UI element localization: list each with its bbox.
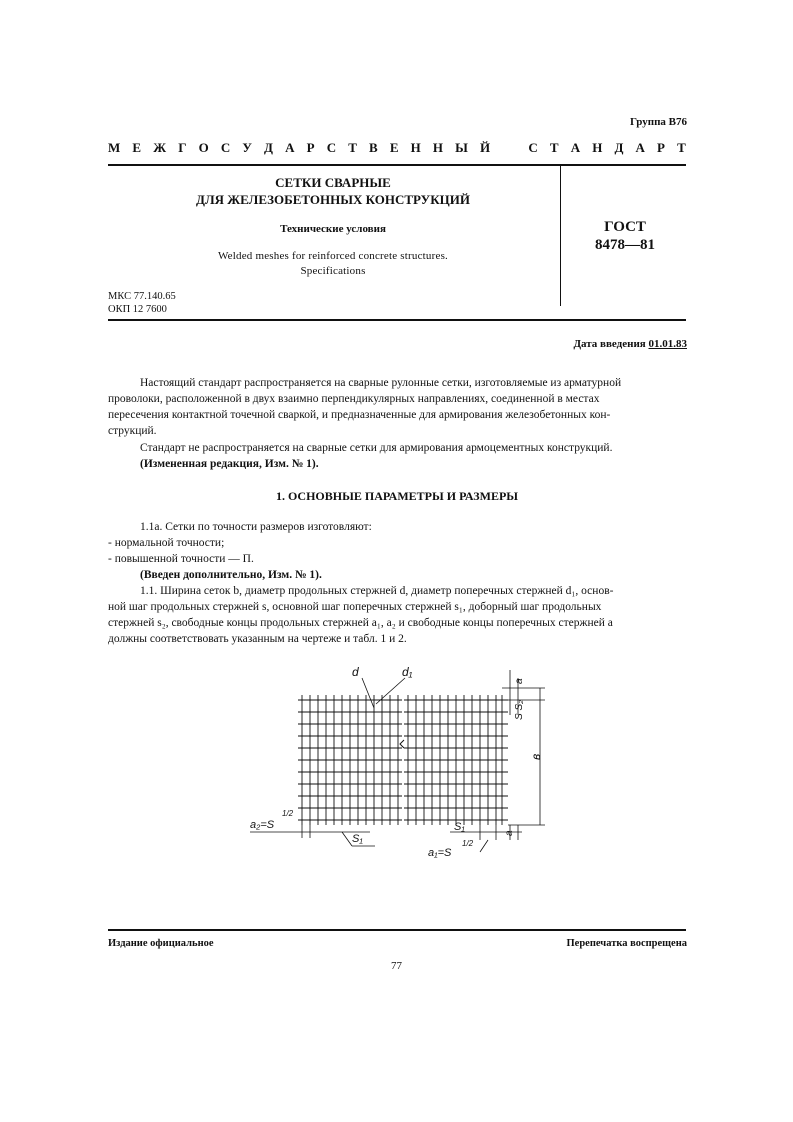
banner-letter: Т xyxy=(348,140,357,155)
banner-letter: Н xyxy=(592,140,603,155)
label-a2: a₂=S xyxy=(250,819,275,831)
banner-letter: М xyxy=(108,140,121,155)
banner-letter: С xyxy=(220,140,231,155)
label-d1: d₁ xyxy=(402,665,413,679)
label-a1: a₁=S xyxy=(428,847,452,859)
list-item: - повышенной точности — П. xyxy=(108,553,254,565)
left-mesh-panel xyxy=(298,695,402,825)
header-rule xyxy=(108,164,686,166)
mks-code: МКС 77.140.65 xyxy=(108,291,176,302)
label-half-left: 1/2 xyxy=(282,809,294,818)
subtitle: Технические условия xyxy=(280,223,386,235)
okp-code: ОКП 12 7600 xyxy=(108,304,167,315)
intro-scope-exclusion: Стандарт не распространяется на сварные сетки для армирования армоцементных конструкций. xyxy=(140,442,613,454)
footer-rule xyxy=(108,929,686,931)
title-divider xyxy=(560,166,561,306)
banner-letter: С xyxy=(326,140,337,155)
gost-number: 8478—81 xyxy=(595,237,655,253)
title-bottom-rule xyxy=(108,319,686,321)
banner-letter: Р xyxy=(306,140,315,155)
list-item: - нормальной точности; xyxy=(108,537,225,549)
banner-letter: У xyxy=(242,140,252,155)
banner-letter: А xyxy=(570,140,581,155)
intro-line: пересечения контактной точечной сваркой, и предназначенные для армирования железобетонных кон- xyxy=(108,409,611,421)
break-mark xyxy=(400,740,404,748)
label-s1-right: S₁ xyxy=(454,821,465,833)
banner-letter: Р xyxy=(657,140,665,155)
amendment-note: (Измененная редакция, Изм. № 1). xyxy=(140,458,319,470)
intro-line: струкций. xyxy=(108,425,157,437)
clause-1-1a: 1.1а. Сетки по точности размеров изготовляют: xyxy=(140,521,372,533)
banner-letter: Г xyxy=(178,140,187,155)
mesh-drawing xyxy=(240,660,560,860)
effective-date-label: Дата введения xyxy=(573,338,646,350)
clause-1-1-line: ной шаг продольных стержней s, основной шаг поперечных стержней s₁, доборный шаг продольных xyxy=(108,601,602,613)
effective-date xyxy=(573,338,687,350)
label-d: d xyxy=(352,665,359,679)
banner-letter: Е xyxy=(389,140,399,155)
banner-letter: О xyxy=(198,140,209,155)
banner-letter: С xyxy=(528,140,538,155)
label-half-right: 1/2 xyxy=(462,839,474,848)
reprint-note: Перепечатка воспрещена xyxy=(566,938,687,949)
banner-letter: Д xyxy=(614,140,624,155)
label-b: в xyxy=(529,753,543,760)
english-title-line-1: Welded meshes for reinforced concrete structures. xyxy=(217,250,449,262)
english-title-line-2: Specifications xyxy=(300,265,366,277)
page-number: 77 xyxy=(391,960,402,972)
banner-letter: Й xyxy=(480,140,491,155)
clause-1-1-line: должны соответствовать указанным на чертеже и табл. 1 и 2. xyxy=(108,633,407,645)
title-line-2: ДЛЯ ЖЕЛЕЗОБЕТОННЫХ КОНСТРУКЦИЙ xyxy=(196,192,470,207)
label-s1-left: S₁ xyxy=(352,833,363,845)
banner-letter: А xyxy=(635,140,645,155)
effective-date-value: 01.01.83 xyxy=(648,338,687,350)
banner-letter: Е xyxy=(132,140,142,155)
banner-letter: Т xyxy=(549,140,559,155)
label-s-s2: S S₂ xyxy=(514,700,525,720)
banner-letter: Н xyxy=(410,140,421,155)
title-line-1: СЕТКИ СВАРНЫЕ xyxy=(275,175,391,190)
right-mesh-panel xyxy=(404,695,508,825)
banner-letter: Д xyxy=(264,140,273,155)
intro-line: Настоящий стандарт распространяется на сварные рулонные сетки, изготовляемые из арматурной xyxy=(140,377,622,389)
group-code: Группа В76 xyxy=(629,116,687,128)
banner-letter: Н xyxy=(432,140,443,155)
standard-banner xyxy=(108,140,686,156)
banner-letter: Ы xyxy=(455,140,468,155)
amendment-note: (Введен дополнительно, Изм. № 1). xyxy=(140,569,322,581)
gost-label: ГОСТ xyxy=(604,219,646,235)
banner-letter: Т xyxy=(677,140,686,155)
label-a-bottom: a xyxy=(504,830,515,836)
banner-letter: Ж xyxy=(153,140,167,155)
banner-letter: В xyxy=(369,140,378,155)
clause-1-1-line: стержней s₂, свободные концы продольных стержней a₁, a₂ и свободные концы поперечных стержней a xyxy=(108,617,613,629)
dimension-lines xyxy=(250,670,545,852)
intro-line: проволоки, расположенной в двух взаимно перпендикулярных направлениях, соединенной в местах xyxy=(108,393,600,405)
edition-note: Издание официальное xyxy=(108,938,214,949)
label-a-top: a xyxy=(514,678,525,684)
banner-letter: А xyxy=(285,140,295,155)
section-heading: 1. ОСНОВНЫЕ ПАРАМЕТРЫ И РАЗМЕРЫ xyxy=(275,489,519,503)
clause-1-1-line: 1.1. Ширина сеток b, диаметр продольных стержней d, диаметр поперечных стержней d₁, основ- xyxy=(140,585,614,597)
